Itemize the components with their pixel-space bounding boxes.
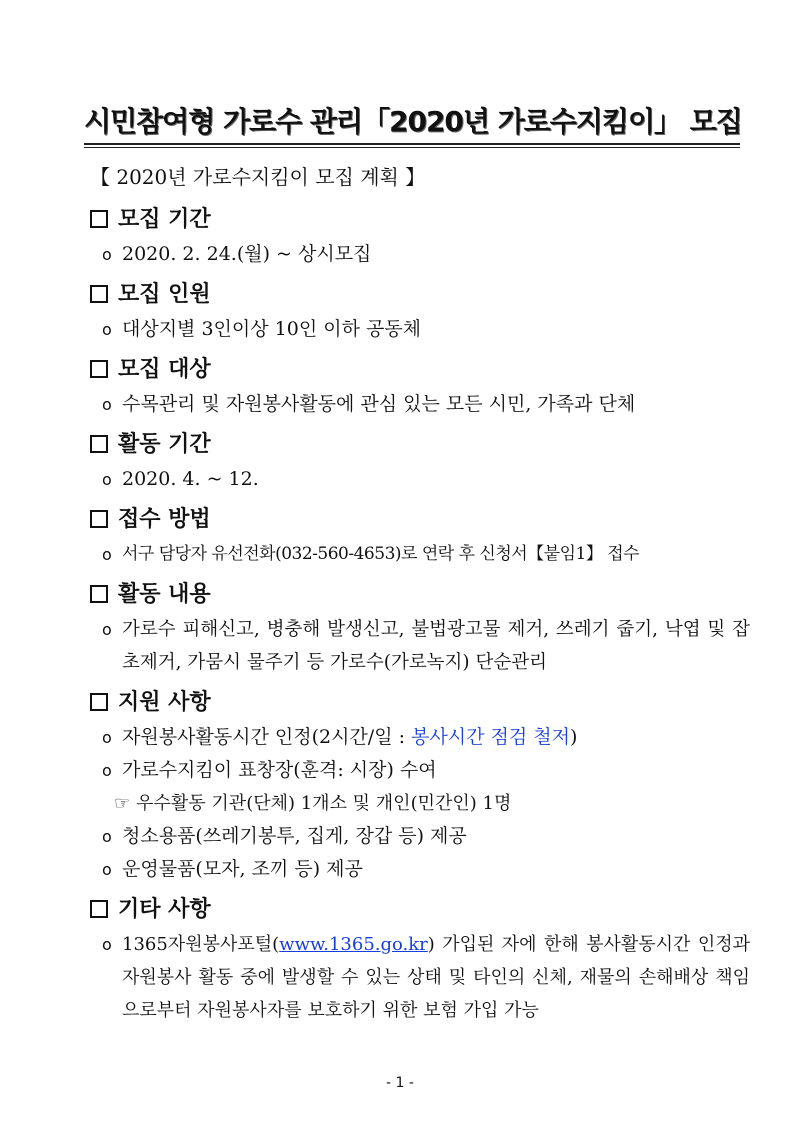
bullet-icon: o: [102, 728, 112, 747]
section-support: [90, 683, 750, 886]
section-heading: [90, 890, 750, 928]
list-item-text-end: ) 가입된 자에 한해 봉사활동시간 인정과 자원봉사 활동 중에 발생할 수 있는 상태 및 타인의 신체, 재물의 손해배상 책임으로부터 자원봉사자를 보호하기 위한 보험 가입 가능: [122, 934, 750, 1021]
checkbox-square-icon: [90, 693, 108, 711]
bullet-icon: o: [102, 827, 112, 846]
bullet-icon: o: [102, 860, 112, 879]
list-item: [90, 463, 750, 496]
section-heading: [90, 425, 750, 463]
list-item-text: 가로수 피해신고, 병충해 발생신고, 불법광고물 제거, 쓰레기 줍기, 낙엽 및 잡초제거, 가뭄시 물주기 등 가로수(가로녹지) 단순관리: [122, 619, 750, 673]
document-body: [90, 160, 750, 1027]
section-activity-period: [90, 425, 750, 496]
section-recruit-number: [90, 275, 750, 346]
list-item-text: 가로수지킴이 표창장(훈격: 시장) 수여: [122, 759, 437, 781]
section-heading-text: 모집 인원: [118, 281, 211, 307]
title-block: [84, 100, 740, 140]
checkbox-square-icon: [90, 285, 108, 303]
plan-heading: 【 2020년 가로수지킴이 모집 계획 】: [90, 165, 426, 189]
list-item: [90, 238, 750, 271]
list-item: [90, 820, 750, 853]
checkbox-square-icon: [90, 510, 108, 528]
bullet-icon: o: [102, 620, 112, 639]
section-heading: [90, 275, 750, 313]
list-item: [90, 613, 750, 679]
title-underline-thick: [84, 143, 740, 145]
list-item: [90, 853, 750, 886]
list-item: [90, 928, 750, 1027]
list-item: [90, 538, 750, 571]
bullet-icon: o: [102, 470, 112, 489]
page-number: - 1 -: [386, 1075, 414, 1091]
sub-item: [90, 787, 750, 820]
list-item: [90, 721, 750, 754]
list-item: [90, 388, 750, 421]
section-recruit-target: [90, 350, 750, 421]
bullet-icon: o: [102, 395, 112, 414]
list-item: [90, 313, 750, 346]
checkbox-square-icon: [90, 900, 108, 918]
list-item-text: 대상지별 3인이상 10인 이하 공동체: [122, 318, 422, 340]
section-heading-text: 활동 내용: [118, 581, 211, 607]
portal-link[interactable]: www.1365.go.kr: [279, 934, 428, 955]
list-item-text: 청소용품(쓰레기봉투, 집게, 장갑 등) 제공: [122, 825, 467, 847]
list-item: [90, 754, 750, 787]
section-activity-content: [90, 575, 750, 679]
section-application-method: [90, 500, 750, 571]
section-heading: [90, 683, 750, 721]
list-item-text: 2020. 2. 24.(월) ~ 상시모집: [122, 243, 372, 265]
document-title: 시민참여형 가로수 관리「2020년 가로수지킴이」 모집: [84, 105, 742, 138]
section-heading: [90, 500, 750, 538]
checkbox-square-icon: [90, 210, 108, 228]
highlight-text: 봉사시간 점검 철저: [411, 726, 570, 748]
checkbox-square-icon: [90, 360, 108, 378]
section-heading-text: 활동 기간: [118, 431, 211, 457]
section-heading-text: 지원 사항: [118, 689, 211, 715]
bullet-icon: o: [102, 935, 112, 954]
list-item-text: 2020. 4. ~ 12.: [122, 468, 259, 490]
bullet-icon: o: [102, 761, 112, 780]
section-heading-text: 모집 대상: [118, 356, 211, 382]
bullet-icon: o: [102, 320, 112, 339]
section-heading: [90, 350, 750, 388]
section-heading-text: 접수 방법: [118, 506, 211, 532]
list-item-text: 서구 담당자 유선전화(032-560-4653)로 연락 후 신청서【붙임1】 접수: [122, 544, 640, 564]
bullet-icon: o: [102, 545, 112, 564]
section-heading: [90, 200, 750, 238]
list-item-text: 1365자원봉사포털(: [122, 934, 280, 955]
pointing-hand-icon: ☞: [114, 793, 131, 814]
checkbox-square-icon: [90, 585, 108, 603]
list-item-text: 운영물품(모자, 조끼 등) 제공: [122, 858, 363, 880]
sub-item-text: 우수활동 기관(단체) 1개소 및 개인(민간인) 1명: [136, 793, 512, 814]
list-item-text: 수목관리 및 자원봉사활동에 관심 있는 모든 시민, 가족과 단체: [122, 393, 636, 415]
bullet-icon: o: [102, 245, 112, 264]
checkbox-square-icon: [90, 435, 108, 453]
section-heading-text: 기타 사항: [118, 896, 211, 922]
section-heading: [90, 575, 750, 613]
section-recruit-period: [90, 200, 750, 271]
section-heading-text: 모집 기간: [118, 206, 211, 232]
title-underline-thin: [84, 147, 740, 148]
list-item-text-end: ): [569, 726, 578, 748]
section-other: [90, 890, 750, 1027]
list-item-text: 자원봉사활동시간 인정(2시간/일 :: [122, 726, 412, 748]
